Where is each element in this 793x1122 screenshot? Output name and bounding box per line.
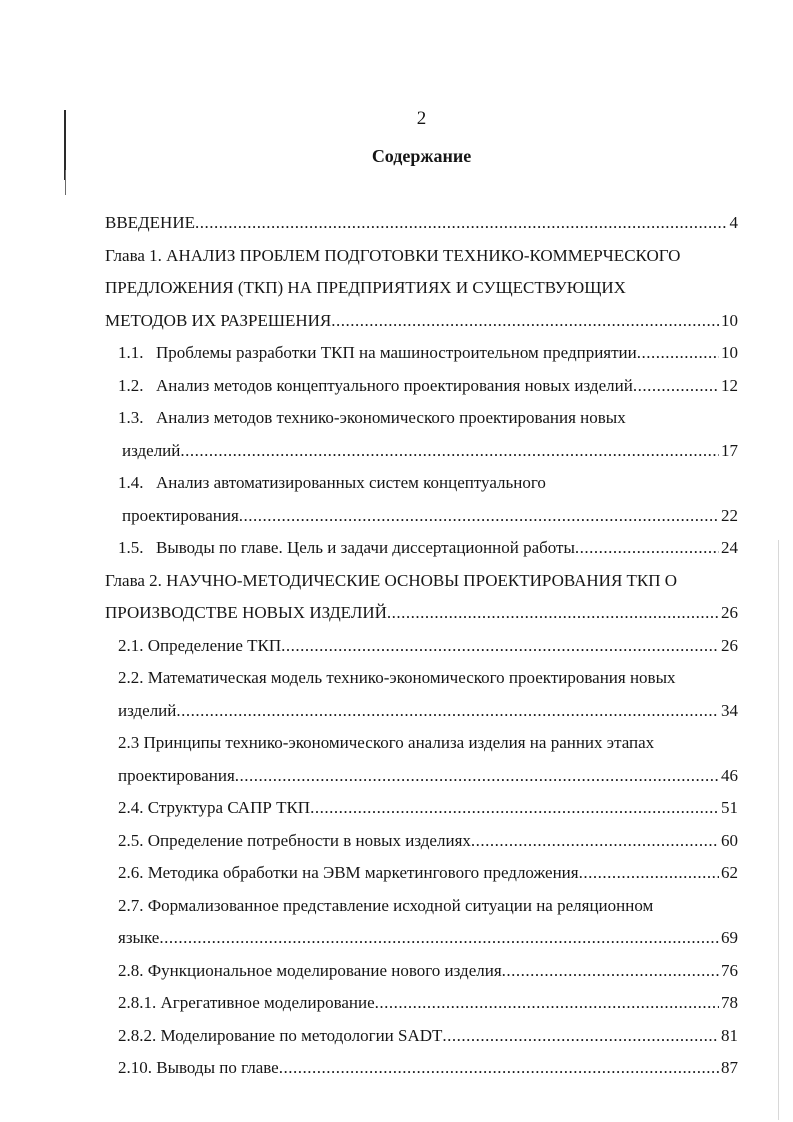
toc-entry-text: 2.4. Структура САПР ТКП: [118, 798, 311, 817]
toc-entry-text: 2.2. Математическая модель технико-экономического проектирования новых: [118, 668, 676, 687]
toc-page-number: 10: [721, 310, 738, 330]
toc-leader: [195, 207, 728, 240]
toc-entry-number: 1.5.: [118, 538, 144, 557]
toc-page-number: 12: [721, 375, 738, 395]
scan-edge: [778, 540, 779, 1120]
toc-leader: [471, 825, 719, 858]
toc-leader: [502, 955, 719, 988]
toc-leader: [575, 532, 719, 565]
toc-entry[interactable]: [105, 825, 738, 858]
toc-entry-text: Глава 2. НАУЧНО-МЕТОДИЧЕСКИЕ ОСНОВЫ ПРОЕКТИРОВАНИЯ ТКП О: [105, 570, 678, 590]
toc-entry-number: 1.1.: [118, 343, 144, 362]
toc-entry-text: МЕТОДОВ ИХ РАЗРЕШЕНИЯ: [105, 310, 332, 330]
toc-entry[interactable]: [105, 240, 738, 273]
toc-page-number: 62: [721, 863, 738, 882]
toc-entry-text: ПРЕДЛОЖЕНИЯ (ТКП) НА ПРЕДПРИЯТИЯХ И СУЩЕСТВУЮЩИХ: [105, 278, 626, 297]
toc-leader: [375, 987, 719, 1020]
toc-entry-text: 2.6. Методика обработки на ЭВМ маркетингового предложения: [118, 863, 579, 882]
toc-page-number: 26: [721, 603, 738, 622]
toc-entry-continuation[interactable]: [105, 922, 738, 955]
toc-page-number: 22: [721, 505, 738, 525]
page-title: Содержание: [371, 146, 472, 166]
toc-entry[interactable]: [105, 890, 738, 923]
toc-page-number: 76: [721, 960, 738, 980]
toc-entry[interactable]: [105, 565, 738, 598]
toc-entry[interactable]: [105, 955, 738, 988]
toc-entry-text: Анализ автоматизированных систем концептуального: [156, 473, 546, 492]
toc-entry-text: 2.1. Определение ТКП: [118, 635, 282, 655]
toc-entry[interactable]: [105, 370, 738, 403]
toc-page-number: 60: [721, 830, 738, 850]
toc-entry-text: 2.8.2. Моделирование по методологии SADT: [118, 1025, 443, 1045]
toc-page-number: 51: [721, 798, 738, 817]
toc-entry-text: изделий: [122, 440, 181, 460]
toc-leader: [279, 1052, 719, 1085]
toc-entry-text: ВВЕДЕНИЕ: [105, 213, 195, 232]
toc-leader: [442, 1020, 719, 1053]
toc-entry-continuation[interactable]: [105, 597, 738, 630]
toc-page-number: 69: [721, 928, 738, 947]
toc-entry-text: Выводы по главе. Цель и задачи диссертационной работы: [156, 538, 575, 557]
toc-leader: [387, 597, 719, 630]
toc-entry-text: 2.5. Определение потребности в новых изделиях: [118, 830, 471, 850]
toc-leader: [579, 857, 719, 890]
toc-entry[interactable]: [105, 792, 738, 825]
toc-entry[interactable]: [105, 207, 738, 240]
toc-entry-number: 1.2.: [118, 375, 144, 395]
toc-entry-text: 2.10. Выводы по главе: [118, 1058, 279, 1077]
toc-entry-text: Анализ методов технико-экономического проектирования новых: [156, 408, 626, 427]
toc-leader: [637, 337, 719, 370]
toc-entry-text: 2.3 Принципы технико-экономического анализа изделия на ранних этапах: [118, 733, 655, 752]
toc-page-number: 10: [721, 343, 738, 362]
toc-leader: [180, 435, 719, 468]
toc-entry-text: Глава 1. АНАЛИЗ ПРОБЛЕМ ПОДГОТОВКИ ТЕХНИКО-КОММЕРЧЕСКОГО: [105, 245, 681, 265]
toc-entry-number: 1.4.: [118, 473, 144, 492]
scan-artifact: [65, 170, 66, 195]
toc-entry[interactable]: [105, 987, 738, 1020]
toc-page-number: 87: [721, 1058, 738, 1077]
toc-entry-continuation[interactable]: [105, 435, 738, 468]
toc-entry-text: проектирования: [118, 765, 235, 785]
toc-entry-text: изделий: [118, 700, 177, 720]
toc-entry-continuation[interactable]: [105, 305, 738, 338]
toc-page-number: 81: [721, 1025, 738, 1045]
toc-entry-text: ПРОИЗВОДСТВЕ НОВЫХ ИЗДЕЛИЙ: [105, 603, 387, 622]
toc-page-number: 26: [721, 635, 738, 655]
toc-leader: [633, 370, 719, 403]
toc-entry-number: 1.3.: [118, 408, 144, 427]
toc-entry[interactable]: [105, 1020, 738, 1053]
toc-page-number: 78: [721, 993, 738, 1012]
toc-leader: [281, 630, 719, 663]
toc-entry[interactable]: [105, 532, 738, 565]
toc-entry-text: проектирования: [122, 505, 239, 525]
toc-entry-text: Анализ методов концептуального проектирования новых изделий: [156, 375, 633, 395]
toc-entry[interactable]: [105, 727, 738, 760]
toc-entry-continuation[interactable]: [105, 272, 738, 305]
toc-entry[interactable]: [105, 630, 738, 663]
toc-entry[interactable]: [105, 662, 738, 695]
toc-page-number: 46: [721, 765, 738, 785]
toc-entry[interactable]: [105, 1052, 738, 1085]
toc-leader: [176, 695, 719, 728]
table-of-contents: [105, 207, 738, 1085]
toc-leader: [235, 760, 719, 793]
toc-page-number: 4: [729, 213, 738, 232]
toc-entry[interactable]: [105, 402, 738, 435]
toc-entry-continuation[interactable]: [105, 760, 738, 793]
toc-page-number: 34: [721, 700, 738, 720]
page-number: 2: [416, 108, 427, 129]
toc-entry-text: Проблемы разработки ТКП на машиностроительном предприятии: [156, 343, 637, 362]
toc-entry[interactable]: [105, 857, 738, 890]
toc-entry-text: 2.8.1. Агрегативное моделирование: [118, 993, 375, 1012]
toc-entry-continuation[interactable]: [105, 500, 738, 533]
toc-entry[interactable]: [105, 337, 738, 370]
toc-page-number: 17: [721, 440, 738, 460]
toc-leader: [239, 500, 719, 533]
toc-entry-text: языке: [118, 928, 160, 947]
toc-entry-text: 2.7. Формализованное представление исходной ситуации на реляционном: [118, 895, 654, 915]
toc-entry[interactable]: [105, 467, 738, 500]
toc-leader: [159, 922, 719, 955]
toc-leader: [331, 305, 719, 338]
toc-entry-continuation[interactable]: [105, 695, 738, 728]
toc-page-number: 24: [721, 538, 738, 557]
toc-entry-text: 2.8. Функциональное моделирование нового изделия: [118, 960, 502, 980]
toc-leader: [310, 792, 719, 825]
